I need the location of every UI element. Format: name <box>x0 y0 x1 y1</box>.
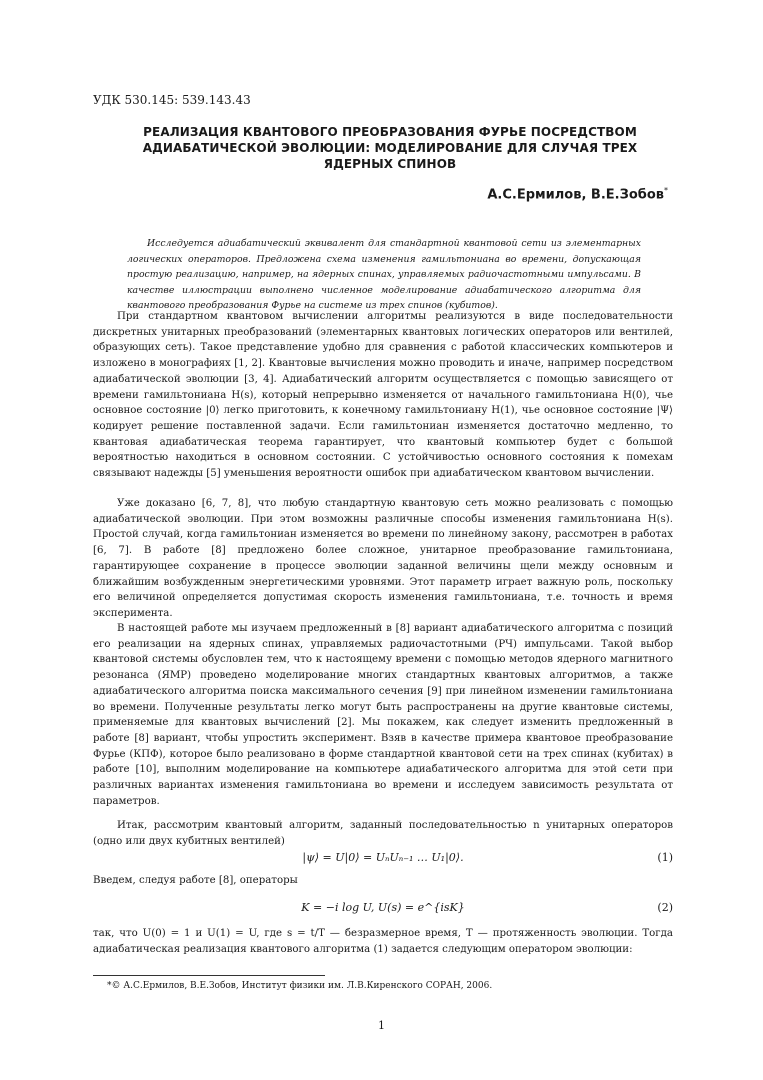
paragraph-text: В настоящей работе мы изучаем предложенный в [8] вариант адиабатического алгоритма с позиций его реализации на ядерных спинах, управляемых радиочастотными (РЧ) импульсами. Такой выбор квантовой системы обусловлен тем, что к настоящему времени с помощью методов ядерного магнитного резонанса (ЯМР) проведено моделирование многих стандартных квантовых алгоритмов, а также адиабатического алгоритма поиска максимального сечения [9] при линейном изменении гамильтониана во времени. Полученные результаты легко могут быть распространены на другие квантовые системы, применяемые для квантовых вычислений [2]. Мы покажем, как следует изменить предложенный в работе [8] вариант, чтобы упростить эксперимент. Взяв в качестве примера квантовое преобразование Фурье (КПФ), которое было реализовано в форме стандартной квантовой сети на трех спинах (кубитах) в работе [10], выполним моделирование на компьютере адиабатического алгоритма для этой сети при различных вариантах изменения гамильтониана во времени и исследуем зависимость результата от параметров. <box>93 623 673 807</box>
equation-number: (2) <box>657 901 673 914</box>
udc-code: УДК 530.145: 539.143.43 <box>93 93 251 107</box>
operators-intro: Введем, следуя работе [8], операторы <box>93 875 298 886</box>
footnote: *© А.С.Ермилов, В.Е.Зобов, Институт физики им. Л.В.Киренского СОРАН, 2006. <box>107 981 493 991</box>
paragraph-text: При стандартном квантовом вычислении алгоритмы реализуются в виде последовательности дискретных унитарных преобразований (элементарных квантовых логических операторов или вентилей, образующих сеть). Такое представление удобно для сравнения с работой классических компьютеров и изложено в монографиях [1, 2]. Квантовые вычисления можно проводить и иначе, например посредством адиабатической эволюции [3, 4]. Адиабатический алгоритм осуществляется с помощью зависящего от времени гамильтониана H(s), который непрерывно изменяется от начального гамильтониана H(0), чье основное состояние |0⟩ легко приготовить, к конечному гамильтониану H(1), чье основное состояние |Ψ⟩ кодирует решение поставленной задачи. Если гамильтониан изменяется достаточно медленно, то квантовая адиабатическая теорема гарантирует, что квантовый компьютер будет с большой вероятностью находиться в основном состоянии. С устойчивостью основного состояния к помехам связывают надежды [5] уменьшения вероятности ошибок при адиабатическом квантовом вычислении. <box>93 311 673 480</box>
body-paragraph-2 <box>93 496 673 622</box>
author-footnote-mark: * <box>664 186 668 195</box>
paper-title: РЕАЛИЗАЦИЯ КВАНТОВОГО ПРЕОБРАЗОВАНИЯ ФУРЬЕ ПОСРЕДСТВОМ АДИАБАТИЧЕСКОЙ ЭВОЛЮЦИИ: МОДЕЛИРОВАНИЕ ДЛЯ СЛУЧАЯ ТРЕХ ЯДЕРНЫХ СПИНОВ <box>142 125 638 171</box>
paragraph-text: так, что U(0) = 1 и U(1) = U, где s = t/T — безразмерное время, T — протяженность эволюции. Тогда адиабатическая реализация квантового алгоритма (1) задается следующим оператором эволюции: <box>93 928 673 955</box>
body-paragraph-3 <box>93 621 673 809</box>
paragraph-text: Уже доказано [6, 7, 8], что любую стандартную квантовую сеть можно реализовать с помощью адиабатической эволюции. При этом возможны различные способы изменения гамильтониана H(s). Простой случай, когда гамильтониан изменяется во времени по линейному закону, рассмотрен в работах [6, 7]. В работе [8] предложено более сложное, унитарное преобразование гамильтониана, гарантирующее сохранение в процессе эволюции заданной величины щели между основным и ближайшим возбужденным энергетическими уровнями. Этот параметр играет важную роль, поскольку его величиной определяется допустимая скорость изменения гамильтониана, т.е. точность и время эксперимента. <box>93 498 673 619</box>
abstract: Исследуется адиабатический эквивалент для стандартной квантовой сети из элементарных логических операторов. Предложена схема изменения гамильтониана во времени, допускающая простую реализацию, например, на ядерных спинах, управляемых радиочастотными импульсами. В качестве иллюстрации выполнено численное моделирование адиабатического алгоритма для квантового преобразования Фурье на системе из трех спинов (кубитов). <box>127 238 641 311</box>
page-number: 1 <box>378 1019 385 1032</box>
authors <box>487 186 668 202</box>
equation-number: (1) <box>657 851 673 864</box>
paragraph-text: Итак, рассмотрим квантовый алгоритм, заданный последовательностью n унитарных операторов (одно или двух кубитных вентилей) <box>93 820 673 847</box>
equation-expression: K = −i log U, U(s) = e^{isK} <box>301 901 465 914</box>
body-paragraph-5 <box>93 926 673 957</box>
footnote-rule <box>93 975 325 976</box>
author-names: А.С.Ермилов, В.Е.Зобов <box>487 187 664 203</box>
body-paragraph-4 <box>93 818 673 849</box>
body-paragraph-1 <box>93 309 673 482</box>
equation-expression: |ψ⟩ = U|0⟩ = UₙUₙ₋₁ … U₁|0⟩. <box>302 851 464 864</box>
